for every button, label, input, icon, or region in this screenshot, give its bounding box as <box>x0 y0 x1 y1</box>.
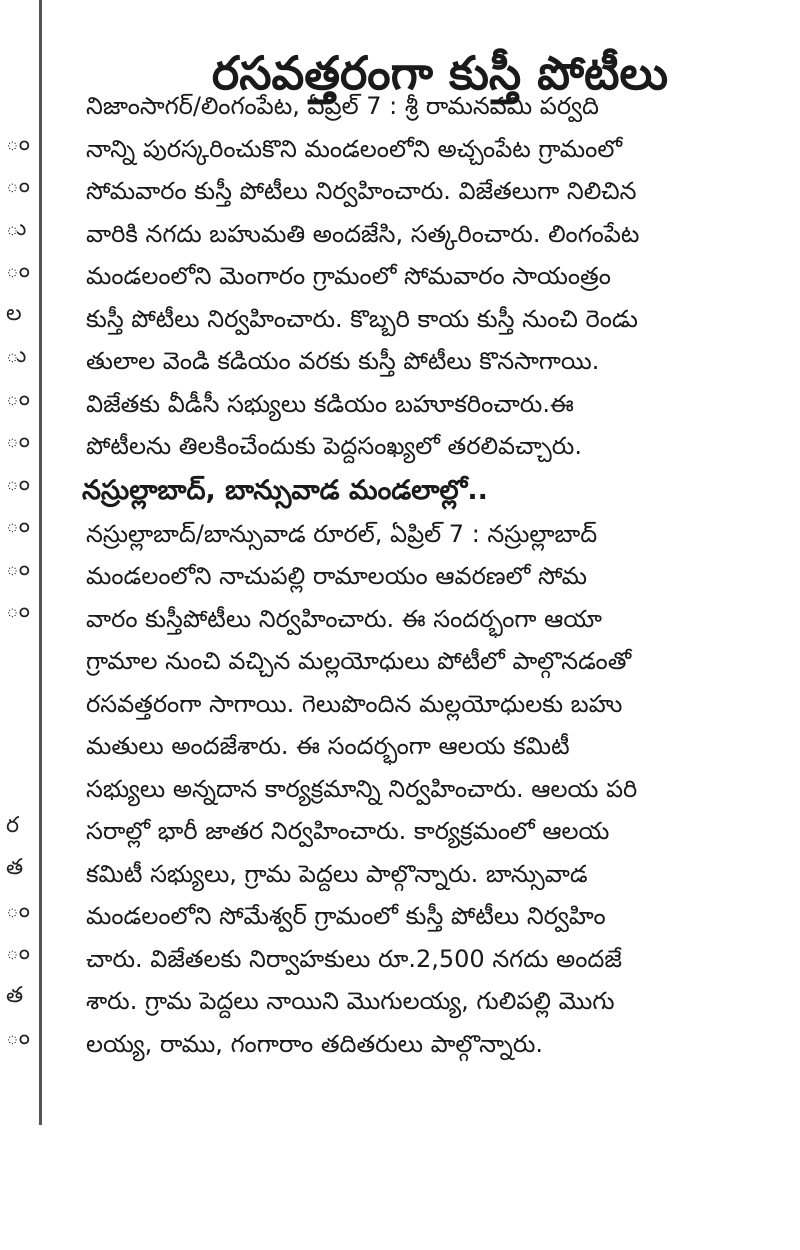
paragraph-line: శారు. గ్రామ పెద్దలు నాయిని మొగులయ్య, గులిపల్లి మొగు <box>86 987 615 1015</box>
prev-col-char: ు <box>6 343 27 368</box>
prev-col-char: ం <box>6 131 30 156</box>
paragraph-line: సరాల్లో భారీ జాతర నిర్వహించారు. కార్యక్రమంలో ఆలయ <box>86 817 610 845</box>
section-nasrullabad <box>86 513 776 1066</box>
section-nizamsagar <box>86 85 776 468</box>
prev-col-char: ం <box>6 471 30 496</box>
paragraph-line: నాన్ని పురస్కరించుకొని మండలంలోని అచ్చంపేట గ్రామంలో <box>86 134 623 163</box>
article-headline: రసవత్తరంగా కుస్తీ పోటీలు <box>211 45 669 100</box>
paragraph-line: గ్రామాల నుంచి వచ్చిన మల్లయోధులు పోటీలో పాల్గొనడంతో <box>86 647 632 675</box>
paragraph-line: రసవత్తరంగా సాగాయి. గెలుపొందిన మల్లయోధులకు బహు <box>86 689 623 718</box>
paragraph-line: వారికి నగదు బహుమతి అందజేసి, సత్కరించారు. లింగంపేట <box>86 219 640 248</box>
paragraph-line: వారం కుస్తీపోటీలు నిర్వహించారు. ఈ సందర్భంగా ఆయా <box>86 604 602 633</box>
paragraph-line: సభ్యులు అన్నదాన కార్యక్రమాన్ని నిర్వహించారు. ఆలయ పరి <box>86 774 638 803</box>
paragraph-line: చారు. విజేతలకు నిర్వాహకులు రూ.2,500 నగదు అందజే <box>86 944 622 973</box>
prev-col-char: ం <box>6 173 30 198</box>
prev-col-char: ం <box>6 940 30 965</box>
prev-col-char: ల <box>6 301 22 326</box>
paragraph-line: పోటీలను తిలకించేందుకు పెద్దసంఖ్యలో తరలివచ్చారు. <box>86 432 582 460</box>
paragraph-line: మతులు అందజేశారు. ఈ సందర్భంగా ఆలయ కమిటీ <box>86 732 570 760</box>
paragraph-line: మండలంలోని మెంగారం గ్రామంలో సోమవారం సాయంత్రం <box>86 262 611 290</box>
paragraph-line: విజేతకు వీడీసీ సభ్యులు కడియం బహూకరించారు.ఈ <box>86 389 574 418</box>
prev-col-char: ం <box>6 598 30 623</box>
paragraph-line: నిజాంసాగర్/లింగంపేట, ఏప్రిల్ 7 : శ్రీ రామనవమి పర్వది <box>86 92 600 120</box>
paragraph-line: సోమవారం కుస్తీ పోటీలు నిర్వహించారు. విజేతలుగా నిలిచిన <box>86 177 637 205</box>
prev-col-char: ం <box>6 898 30 923</box>
paragraph-line: తులాల వెండి కడియం వరకు కుస్తీ పోటీలు కొనసాగాయి. <box>86 347 600 375</box>
section-subheading: నస్రుల్లాబాద్, బాన్సువాడ మండలాల్లో.. <box>82 474 488 506</box>
prev-col-char: ం <box>6 1025 30 1050</box>
prev-col-char: ర <box>6 813 20 838</box>
paragraph-line: మండలంలోని నాచుపల్లి రామాలయం ఆవరణలో సోమ <box>86 562 588 590</box>
prev-col-char: ు <box>6 216 27 241</box>
column-divider <box>39 0 42 1125</box>
paragraph-line: కమిటీ సభ్యులు, గ్రామ పెద్దలు పాల్గొన్నారు. బాన్సువాడ <box>86 859 588 888</box>
paragraph-line: కుస్తీ పోటీలు నిర్వహించారు. కొబ్బరి కాయ కుస్తీ నుంచి రెండు <box>86 304 638 333</box>
prev-col-char: ం <box>6 513 30 538</box>
paragraph-line: నస్రుల్లాబాద్/బాన్సువాడ రూరల్, ఏప్రిల్ 7 : నస్రుల్లాబాద్ <box>86 519 598 548</box>
paragraph-line: మండలంలోని సోమేశ్వర్ గ్రామంలో కుస్తీ పోటీలు నిర్వహిం <box>86 902 606 930</box>
paragraph-line: లయ్య, రాము, గంగారాం తదితరులు పాల్గొన్నారు. <box>86 1029 544 1058</box>
prev-col-char: ం <box>6 386 30 411</box>
prev-col-char: ం <box>6 556 30 581</box>
previous-column-fragments <box>0 0 30 1125</box>
article-body <box>82 85 776 1065</box>
prev-col-char: త <box>6 855 24 880</box>
prev-col-char: ం <box>6 428 30 453</box>
prev-col-char: ం <box>6 258 30 283</box>
prev-col-char: త <box>6 983 24 1008</box>
